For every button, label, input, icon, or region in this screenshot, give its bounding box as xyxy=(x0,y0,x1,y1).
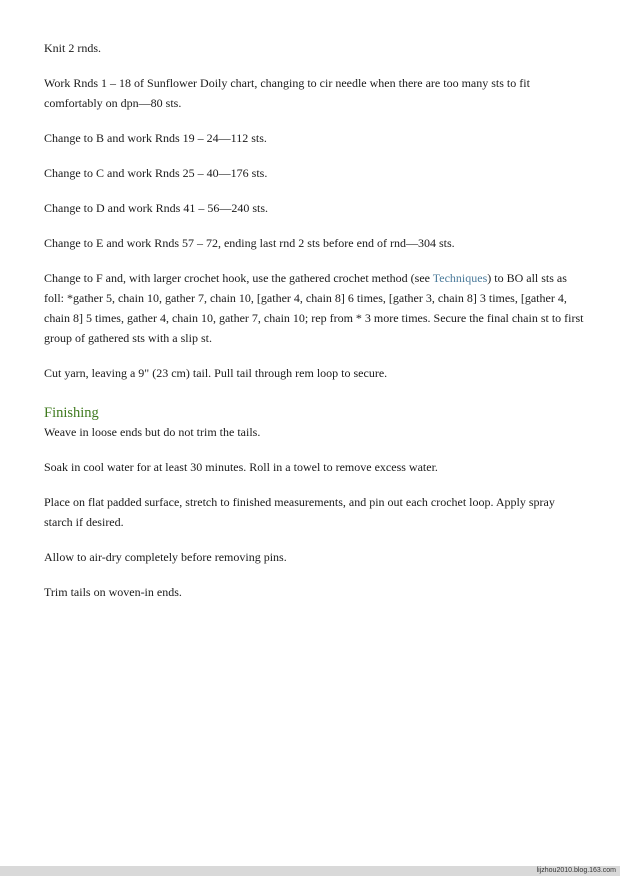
finishing-heading: Finishing xyxy=(44,405,99,421)
finishing-step-trim: Trim tails on woven-in ends. xyxy=(44,585,182,599)
finishing-step-block: Place on flat padded surface, stretch to finished measurements, and pin out each crochet loop. Apply spray starch if desired. xyxy=(44,495,555,529)
finishing-step-weave: Weave in loose ends but do not trim the tails. xyxy=(44,425,261,439)
instruction-color-c: Change to C and work Rnds 25 – 40—176 sts. xyxy=(44,166,268,180)
pattern-page xyxy=(44,38,584,617)
instruction-chart-rounds: Work Rnds 1 – 18 of Sunflower Doily chart, changing to cir needle when there are too many sts to fit comfortably on dpn—80 sts. xyxy=(44,76,530,110)
bind-off-text-start: Change to F and, with larger crochet hook, use the gathered crochet method (see xyxy=(44,271,433,285)
techniques-link[interactable]: Techniques xyxy=(432,271,488,285)
instruction-color-b: Change to B and work Rnds 19 – 24—112 sts. xyxy=(44,131,267,145)
instruction-color-d: Change to D and work Rnds 41 – 56—240 sts. xyxy=(44,201,268,215)
finishing-step-soak: Soak in cool water for at least 30 minutes. Roll in a towel to remove excess water. xyxy=(44,460,438,474)
bind-off-text-end: ) to BO all sts as foll: *gather 5, chain 10, gather 7, chain 10, [gather 4, chain 8] 6 times, [gather 3, chain 8] 3 times, [gather 4, chain 8] 5 times, gather 4, chain 10, gather 7, chain 10; rep from * 3 more times. Secure the final chain st to first group of gathered sts with a slip st. xyxy=(44,271,584,345)
footer-watermark: lijzhou2010.blog.163.com xyxy=(536,867,616,874)
instruction-knit-rounds: Knit 2 rnds. xyxy=(44,41,101,55)
instruction-color-e: Change to E and work Rnds 57 – 72, ending last rnd 2 sts before end of rnd—304 sts. xyxy=(44,236,455,250)
instruction-cut-yarn: Cut yarn, leaving a 9" (23 cm) tail. Pull tail through rem loop to secure. xyxy=(44,366,388,380)
finishing-step-dry: Allow to air-dry completely before removing pins. xyxy=(44,550,287,564)
footer-bar xyxy=(0,866,620,876)
instruction-bind-off xyxy=(44,268,584,348)
